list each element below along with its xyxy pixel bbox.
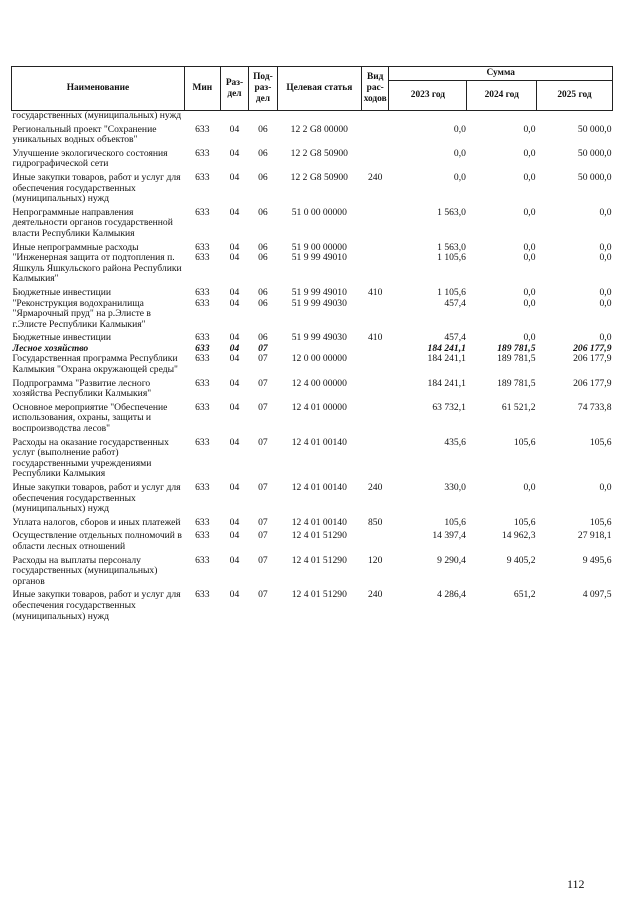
row-razdel: 04	[229, 401, 240, 413]
row-name: Уплата налогов, сборов и иных платежей	[12, 516, 181, 528]
row-vid: 240	[368, 171, 383, 183]
row-name: Осуществление отдельных полномочий в области лесных отношений	[12, 530, 182, 552]
header-podrazdel: Под-раз-дел	[249, 67, 277, 111]
row-razdel: 04	[229, 147, 240, 159]
row-target	[277, 111, 361, 122]
row-min: 633	[195, 377, 210, 389]
table-row	[12, 400, 613, 435]
header-name: Наименование	[12, 67, 185, 111]
row-2024: 0,0	[523, 206, 536, 218]
row-target: 12 4 01 00140	[291, 436, 347, 448]
row-razdel: 04	[229, 342, 240, 354]
row-2025: 0,0	[599, 241, 612, 253]
row-target: 12 4 01 00000	[291, 401, 347, 413]
row-2023: 105,6	[444, 516, 466, 528]
row-2023: 184 241,1	[427, 342, 466, 354]
row-vid	[362, 205, 389, 240]
row-2024: 9 405,2	[506, 554, 536, 566]
row-2024	[467, 111, 537, 122]
row-2024: 105,6	[513, 516, 536, 528]
row-min: 633	[195, 123, 210, 135]
row-vid: 120	[368, 554, 383, 566]
row-2023: 330,0	[444, 482, 466, 493]
row-2025: 206 177,9	[573, 377, 612, 389]
row-vid	[362, 122, 389, 146]
row-razdel: 04	[229, 241, 240, 253]
row-podrazdel: 07	[258, 589, 268, 601]
row-podrazdel: 07	[258, 342, 268, 354]
row-target: 12 2 G8 00000	[290, 123, 348, 135]
row-podrazdel: 06	[258, 286, 268, 298]
row-2024: 105,6	[513, 436, 536, 448]
row-2025: 0,0	[599, 286, 612, 298]
row-vid	[362, 299, 389, 331]
row-2025: 105,6	[589, 436, 612, 448]
row-2023: 457,4	[444, 332, 466, 344]
row-name: Иные закупки товаров, работ и услуг для обеспечения государственных (муниципальных) нужд	[12, 482, 181, 515]
table-row	[12, 528, 613, 552]
row-name: Непрограммные направления деятельности органов государственной власти Республики Калмыкия	[12, 206, 173, 239]
row-min: 633	[195, 516, 210, 528]
row-min: 633	[195, 482, 210, 493]
row-2023: 457,4	[444, 297, 466, 309]
row-2025: 50 000,0	[577, 171, 612, 183]
row-name: Бюджетные инвестиции	[12, 286, 111, 298]
row-2023: 0,0	[453, 171, 466, 183]
row-2025: 0,0	[599, 297, 612, 309]
table-row	[12, 205, 613, 240]
row-name: Государственная программа Республики Калмыкия "Охрана окружающей среды"	[12, 353, 178, 376]
row-name: Региональный проект "Сохранение уникальных водных объектов"	[12, 123, 157, 146]
row-vid	[362, 344, 389, 355]
row-target: 51 0 00 00000	[291, 206, 347, 218]
row-2024: 14 962,3	[501, 530, 536, 542]
row-target: 12 0 00 00000	[291, 353, 347, 365]
row-razdel: 04	[229, 297, 240, 309]
row-vid	[362, 376, 389, 400]
row-podrazdel: 06	[258, 297, 268, 309]
row-2024: 0,0	[523, 171, 536, 183]
table-row	[12, 122, 613, 146]
table-row	[12, 480, 613, 515]
row-2024: 0,0	[523, 147, 536, 159]
row-min: 633	[195, 252, 210, 264]
row-target: 12 2 G8 50900	[290, 171, 348, 183]
row-podrazdel: 07	[258, 554, 268, 566]
row-min: 633	[195, 147, 210, 159]
row-2023: 1 563,0	[437, 206, 466, 218]
table-row	[12, 253, 613, 285]
row-2023: 1 105,6	[437, 286, 466, 298]
row-2023: 1 563,0	[437, 241, 466, 253]
row-podrazdel: 06	[258, 147, 268, 159]
table-row	[12, 376, 613, 400]
row-2023: 9 290,4	[437, 554, 466, 566]
row-target: 51 9 00 00000	[291, 241, 347, 253]
row-target: 51 9 99 49030	[291, 297, 347, 309]
row-podrazdel: 07	[258, 530, 268, 542]
row-vid	[362, 528, 389, 552]
row-2023	[389, 111, 467, 122]
table-row	[12, 285, 613, 299]
row-2024: 0,0	[523, 332, 536, 344]
header-2023: 2023 год	[389, 81, 467, 111]
row-name: Подпрограмма "Развитие лесного хозяйства Республики Калмыкия"	[12, 377, 152, 400]
row-2023: 1 105,6	[437, 252, 466, 264]
row-vid	[362, 435, 389, 480]
row-razdel: 04	[229, 252, 240, 264]
row-target: 12 4 01 51290	[291, 589, 347, 601]
row-2025: 0,0	[599, 206, 612, 218]
row-name: Улучшение экологического состояния гидрографической сети	[12, 147, 168, 170]
row-podrazdel: 07	[258, 482, 268, 493]
row-name: Иные закупки товаров, работ и услуг для обеспечения государственных (муниципальных) нужд	[12, 589, 181, 622]
row-vid	[362, 400, 389, 435]
row-2023: 14 397,4	[432, 530, 466, 542]
row-2024: 189 781,5	[497, 342, 536, 354]
table-row	[12, 111, 613, 122]
row-podrazdel: 06	[258, 252, 268, 264]
row-podrazdel: 07	[258, 353, 268, 365]
row-2024: 189 781,5	[497, 377, 536, 389]
row-podrazdel: 06	[258, 123, 268, 135]
header-razdel: Раз-дел	[220, 67, 248, 111]
row-min: 633	[195, 436, 210, 448]
row-razdel: 04	[229, 530, 240, 542]
row-min: 633	[195, 554, 210, 566]
row-2023: 184 241,1	[427, 377, 466, 389]
row-min: 633	[195, 353, 210, 365]
table-row	[12, 299, 613, 331]
table-body	[12, 111, 613, 623]
row-razdel: 04	[229, 123, 240, 135]
table-row	[12, 330, 613, 344]
row-2024: 0,0	[523, 297, 536, 309]
row-min: 633	[195, 171, 210, 183]
row-podrazdel: 06	[258, 241, 268, 253]
row-min: 633	[195, 342, 210, 354]
header-min: Мин	[184, 67, 220, 111]
row-vid	[362, 253, 389, 285]
header-2024: 2024 год	[467, 81, 537, 111]
row-podrazdel: 07	[258, 516, 268, 528]
table-row	[12, 553, 613, 588]
row-name: Лесное хозяйство	[12, 342, 89, 354]
header-vid: Вид рас-ходов	[362, 67, 389, 111]
row-2025: 27 918,1	[577, 530, 612, 542]
row-min: 633	[195, 297, 210, 309]
row-podrazdel: 06	[258, 206, 268, 218]
row-2024: 61 521,2	[501, 401, 536, 413]
row-2025	[537, 111, 613, 122]
row-razdel: 04	[229, 554, 240, 566]
row-target: 12 2 G8 50900	[290, 147, 348, 159]
row-2024: 0,0	[523, 252, 536, 264]
row-min: 633	[195, 530, 210, 542]
row-name: Расходы на оказание государственных услуг (выполнение работ) государственными учреждениями Республики Калмыкия	[12, 436, 169, 480]
row-name: Основное мероприятие "Обеспечение использования, охраны, защиты и воспроизводства лесов"	[12, 401, 168, 435]
header-2025: 2025 год	[537, 81, 613, 111]
table-row	[12, 435, 613, 480]
table-row	[12, 354, 613, 375]
row-name: "Инженерная защита от подтопления п. Яшкуль Яшкульского района Республики Калмыкия"	[12, 252, 182, 285]
row-vid	[362, 240, 389, 254]
row-2023: 4 286,4	[437, 589, 466, 601]
row-razdel: 04	[229, 377, 240, 389]
row-target: 12 4 01 00140	[291, 516, 347, 528]
row-2025: 0,0	[599, 252, 612, 264]
row-vid	[362, 354, 389, 375]
header-sum: Сумма	[389, 67, 613, 81]
row-2024: 651,2	[513, 589, 536, 601]
row-podrazdel: 07	[258, 436, 268, 448]
row-vid: 240	[368, 589, 383, 601]
row-2025: 0,0	[599, 482, 612, 493]
row-target: 51 9 99 49030	[291, 332, 347, 344]
row-vid: 410	[368, 286, 383, 298]
row-2025: 50 000,0	[577, 147, 612, 159]
row-name: Расходы на выплаты персоналу государственных (муниципальных) органов	[12, 554, 158, 587]
row-name: Иные закупки товаров, работ и услуг для обеспечения государственных (муниципальных) нужд	[12, 171, 181, 205]
table-row	[12, 170, 613, 205]
row-vid	[362, 111, 389, 122]
row-razdel: 04	[229, 353, 240, 365]
row-min: 633	[195, 589, 210, 601]
table-row	[12, 587, 613, 622]
row-2025: 0,0	[599, 332, 612, 344]
row-min: 633	[195, 332, 210, 344]
row-podrazdel: 07	[258, 401, 268, 413]
row-2024: 0,0	[523, 123, 536, 135]
row-razdel: 04	[229, 482, 240, 493]
table-row	[12, 146, 613, 170]
row-razdel: 04	[229, 436, 240, 448]
row-2025: 50 000,0	[577, 123, 612, 135]
row-razdel: 04	[229, 171, 240, 183]
row-razdel: 04	[229, 589, 240, 601]
row-target: 12 4 01 51290	[291, 554, 347, 566]
row-2025: 9 495,6	[582, 554, 612, 566]
table-header	[12, 67, 613, 111]
row-name: "Реконструкция водохранилища "Ярмарочный пруд" на р.Элисте в г.Элисте Республики Калмыкия"	[12, 297, 151, 330]
row-2025: 105,6	[589, 516, 612, 528]
row-vid	[362, 146, 389, 170]
row-2023: 0,0	[453, 123, 466, 135]
row-name: государственных (муниципальных) нужд	[12, 110, 182, 121]
row-podrazdel: 06	[258, 171, 268, 183]
row-2025: 206 177,9	[573, 353, 612, 365]
budget-table	[11, 66, 613, 622]
row-razdel: 04	[229, 516, 240, 528]
row-name: Иные непрограммные расходы	[12, 241, 139, 253]
row-razdel	[220, 111, 248, 122]
table-row	[12, 240, 613, 254]
row-2024: 0,0	[523, 241, 536, 253]
row-target: 12 4 00 00000	[291, 377, 347, 389]
row-vid: 850	[368, 516, 383, 528]
row-target: 51 9 99 49010	[291, 286, 347, 298]
row-min: 633	[195, 401, 210, 413]
row-2025: 4 097,5	[582, 589, 612, 601]
row-vid: 410	[368, 332, 383, 344]
row-target: 12 4 01 51290	[291, 530, 347, 542]
row-2025: 206 177,9	[573, 342, 612, 354]
row-2024: 189 781,5	[497, 353, 536, 365]
row-podrazdel: 07	[258, 377, 268, 389]
row-razdel: 04	[229, 286, 240, 298]
header-target: Целевая статья	[277, 67, 361, 111]
row-razdel: 04	[229, 206, 240, 218]
row-2024: 0,0	[523, 286, 536, 298]
row-target: 12 4 01 00140	[291, 482, 347, 493]
page-number: 112	[567, 877, 585, 891]
row-2023: 435,6	[444, 436, 466, 448]
row-min	[184, 111, 220, 122]
row-min: 633	[195, 286, 210, 298]
table-row	[12, 515, 613, 529]
row-name: Бюджетные инвестиции	[12, 332, 111, 344]
row-podrazdel	[249, 111, 277, 122]
row-min: 633	[195, 206, 210, 218]
row-podrazdel: 06	[258, 332, 268, 344]
row-2023: 63 732,1	[432, 401, 466, 413]
row-2025: 74 733,8	[577, 401, 612, 413]
row-target: 51 9 99 49010	[291, 252, 347, 264]
row-2023: 0,0	[453, 147, 466, 159]
row-2023: 184 241,1	[427, 353, 466, 365]
row-razdel: 04	[229, 332, 240, 344]
row-min: 633	[195, 241, 210, 253]
row-vid: 240	[368, 482, 383, 493]
row-2024: 0,0	[523, 482, 536, 493]
